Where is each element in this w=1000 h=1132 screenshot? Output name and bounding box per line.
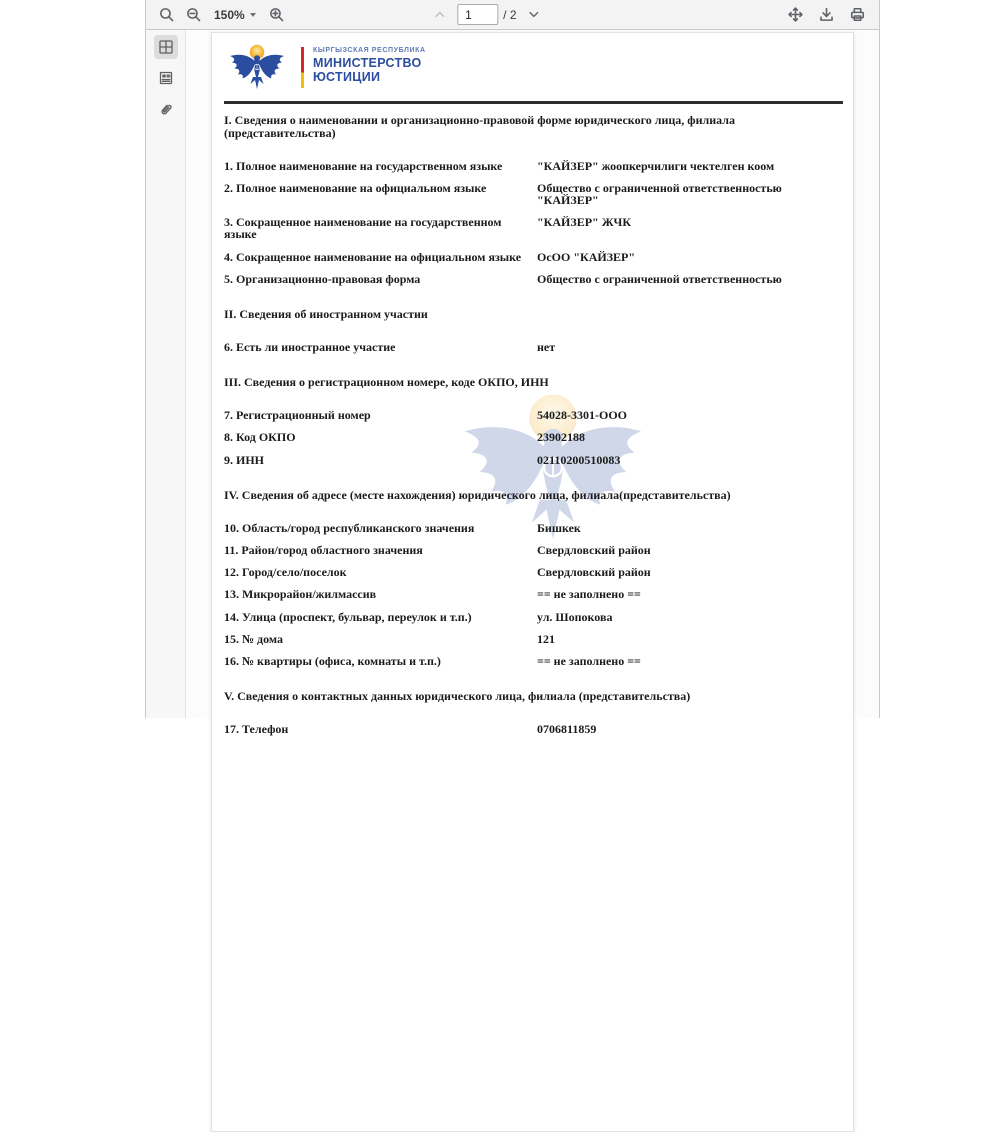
- field-label: 5. Организационно-правовая форма: [224, 271, 421, 286]
- download-icon[interactable]: [814, 3, 838, 27]
- thumbnails-icon[interactable]: [154, 35, 178, 59]
- logo-ministry-line2: ЮСТИЦИИ: [313, 69, 381, 84]
- viewer-sidebar: [146, 30, 186, 718]
- field-value: Свердловский район: [537, 542, 651, 557]
- field-label: 3. Сокращенное наименование на государственном языке: [224, 215, 502, 242]
- caret-down-icon: [250, 13, 256, 17]
- info-row: [224, 160, 843, 172]
- document-sections: [224, 114, 843, 736]
- field-label: 6. Есть ли иностранное участие: [224, 339, 396, 354]
- document-section: [224, 376, 843, 466]
- toolbar-zoom-group: [146, 3, 289, 27]
- section-title: IV. Сведения об адресе (месте нахождения) юридического лица, филиала(представительства): [224, 487, 731, 502]
- document-section: [224, 690, 843, 735]
- page-number-input[interactable]: [457, 4, 498, 25]
- document-section: [224, 489, 843, 667]
- ministry-logo: [224, 42, 843, 98]
- field-label: 11. Район/город областного значения: [224, 542, 423, 557]
- info-row: [224, 522, 843, 534]
- info-row: [224, 723, 843, 735]
- document-section: [224, 114, 843, 285]
- field-value: ОсОО "КАЙЗЕР": [537, 249, 636, 264]
- info-row: [224, 588, 843, 600]
- field-label: 2. Полное наименование на официальном языке: [224, 180, 487, 195]
- info-row: [224, 409, 843, 421]
- info-row: [224, 273, 843, 285]
- info-row: [224, 611, 843, 623]
- field-label: 15. № дома: [224, 631, 283, 646]
- field-label: 12. Город/село/поселок: [224, 565, 347, 580]
- field-value: Общество с ограниченной ответственностью "КАЙЗЕР": [537, 180, 782, 207]
- info-row: [224, 454, 843, 466]
- pdf-page: [211, 32, 854, 1132]
- pdf-viewer: [145, 0, 880, 737]
- info-row: [224, 544, 843, 556]
- section-title: III. Сведения о регистрационном номере, коде ОКПО, ИНН: [224, 375, 549, 390]
- attachments-icon[interactable]: [154, 97, 178, 121]
- viewer-body: [146, 30, 879, 737]
- field-value: 23902188: [537, 430, 585, 445]
- field-value: == не заполнено ==: [537, 653, 641, 668]
- field-value: Общество с ограниченной ответственностью: [537, 271, 782, 286]
- document-area[interactable]: [186, 30, 879, 737]
- page-next-button[interactable]: [522, 3, 546, 27]
- zoom-in-icon[interactable]: [265, 3, 289, 27]
- field-label: 4. Сокращенное наименование на официальном языке: [224, 249, 522, 264]
- header-divider: [224, 101, 843, 104]
- page-count-label: / 2: [503, 7, 517, 22]
- field-label: 16. № квартиры (офиса, комнаты и т.п.): [224, 653, 441, 668]
- field-label: 1. Полное наименование на государственном языке: [224, 158, 503, 173]
- logo-divider-bar: [301, 47, 304, 88]
- field-label: 7. Регистрационный номер: [224, 408, 371, 423]
- section-title: II. Сведения об иностранном участии: [224, 306, 428, 321]
- field-value: ул. Шопокова: [537, 609, 613, 624]
- info-row: [224, 341, 843, 353]
- field-value: "КАЙЗЕР" жоопкерчилиги чектелген коом: [537, 158, 775, 173]
- info-row: [224, 182, 843, 206]
- zoom-level-dropdown[interactable]: [208, 8, 262, 22]
- field-value: нет: [537, 339, 556, 354]
- logo-country-label: КЫРГЫЗСКАЯ РЕСПУБЛИКА: [313, 47, 426, 54]
- field-value: 0706811859: [537, 722, 597, 737]
- page-previous-button[interactable]: [428, 3, 452, 27]
- field-label: 9. ИНН: [224, 452, 265, 467]
- field-value: Свердловский район: [537, 565, 651, 580]
- field-label: 10. Область/город республиканского значения: [224, 520, 475, 535]
- outline-icon[interactable]: [154, 66, 178, 90]
- print-icon[interactable]: [845, 3, 869, 27]
- info-row: [224, 216, 843, 240]
- pdf-toolbar: [146, 0, 879, 30]
- toolbar-page-group: [428, 3, 545, 27]
- field-label: 17. Телефон: [224, 722, 289, 737]
- field-value: Бишкек: [537, 520, 581, 535]
- eagle-emblem-icon: [226, 42, 288, 98]
- field-value: 54028-3301-ООО: [537, 408, 627, 423]
- field-value: 121: [537, 631, 555, 646]
- logo-ministry-line1: МИНИСТЕРСТВО: [313, 56, 422, 70]
- info-row: [224, 655, 843, 667]
- field-value: == не заполнено ==: [537, 587, 641, 602]
- section-title: V. Сведения о контактных данных юридического лица, филиала (представительства): [224, 689, 691, 704]
- info-row: [224, 633, 843, 645]
- field-label: 13. Микрорайон/жилмассив: [224, 587, 377, 602]
- zoom-out-icon[interactable]: [181, 3, 205, 27]
- field-value: 02110200510083: [537, 452, 621, 467]
- info-row: [224, 566, 843, 578]
- info-row: [224, 251, 843, 263]
- pan-icon[interactable]: [783, 3, 807, 27]
- search-icon[interactable]: [154, 3, 178, 27]
- field-label: 14. Улица (проспект, бульвар, переулок и т.п.): [224, 609, 472, 624]
- document-section: [224, 308, 843, 353]
- field-label: 8. Код ОКПО: [224, 430, 296, 445]
- section-title: I. Сведения о наименовании и организационно-правовой форме юридического лица, филиала (представительства): [224, 112, 735, 140]
- info-row: [224, 431, 843, 443]
- field-value: "КАЙЗЕР" ЖЧК: [537, 215, 632, 230]
- toolbar-actions-group: [783, 3, 879, 27]
- zoom-level-value: 150%: [214, 7, 245, 22]
